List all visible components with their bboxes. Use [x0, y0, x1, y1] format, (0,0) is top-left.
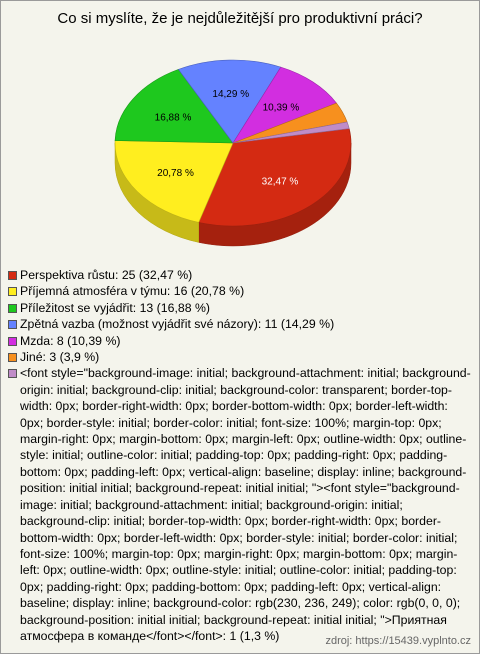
legend-label: <font style="background-image: initial; background-attachment: initial; background-origin: initial; background-clip: initial; background-color: transparent; border-top-width: 0px; border-right-width: 0px; border-bottom-width: 0px; border-left-width: 0px; border-style: initial; border-color: initial; font-size: 100%; margin-top: 0px; margin-right: 0px; margin-bottom: 0px; margin-left: 0px; outline-width: 0px; outline-style: initial; outline-color: initial; padding-top: 0px; padding-right: 0px; padding-bottom: 0px; padding-left: 0px; vertical-align: baseline; display: inline; background-position: initial initial; background-repeat: initial initial; "><font style="background-image: initial; background-attachment: initial; background-origin: initial; background-clip: initial; border-top-width: 0px; border-right-width: 0px; border-bottom-width: 0px; border-left-width: 0px; border-style: initial; border-color: initial; font-size: 100%; margin-top: 0px; margin-right: 0px; margin-bottom: 0px; margin-left: 0px; outline-width: 0px; outline-style: initial; outline-color: initial; padding-top: 0px; padding-right: 0px; padding-bottom: 0px; padding-left: 0px; vertical-align: baseline; display: inline; background-color: rgb(230, 236, 249); color: rgb(0, 0, 0); background-position: initial initial; background-repeat: initial initial; ">Приятная атмосфера в команде</font></font>: 1 (1,3 %)	[20, 366, 471, 643]
legend-item	[8, 333, 474, 349]
legend-item	[8, 267, 474, 283]
legend-label: Perspektiva růstu: 25 (32,47 %)	[20, 268, 193, 282]
legend-swatch	[8, 304, 17, 313]
slice-percent-label: 10,39 %	[262, 102, 300, 114]
slice-percent-label: 32,47 %	[261, 176, 299, 188]
legend-swatch	[8, 287, 17, 296]
slice-percent-label: 20,78 %	[157, 168, 194, 180]
chart-legend	[8, 267, 474, 644]
legend-label: Jiné: 3 (3,9 %)	[20, 350, 100, 365]
legend-item	[8, 300, 474, 316]
pie-chart	[1, 1, 479, 263]
legend-swatch	[8, 271, 17, 280]
legend-item	[8, 349, 474, 365]
source-note: zdroj: https://15439.vyplnto.cz	[325, 635, 471, 647]
legend-swatch	[8, 337, 17, 346]
legend-label: Příležitost se vyjádřit: 13 (16,88 %)	[20, 300, 210, 315]
legend-swatch	[8, 320, 17, 329]
legend-label: Příjemná atmosféra v týmu: 16 (20,78 %)	[20, 284, 245, 299]
legend-swatch	[8, 369, 17, 378]
slice-percent-label: 14,29 %	[212, 89, 250, 101]
chart-title: Co si myslíte, že je nejdůležitější pro produktivní práci?	[57, 10, 423, 27]
legend-label: Zpětná vazba (možnost vyjádřit své názory): 11 (14,29 %)	[20, 317, 335, 332]
legend-item	[8, 283, 474, 299]
legend-swatch	[8, 353, 17, 362]
slice-percent-label: 16,88 %	[154, 112, 192, 124]
legend-item	[8, 365, 474, 644]
legend-label: Mzda: 8 (10,39 %)	[20, 333, 121, 348]
legend-item	[8, 316, 474, 332]
